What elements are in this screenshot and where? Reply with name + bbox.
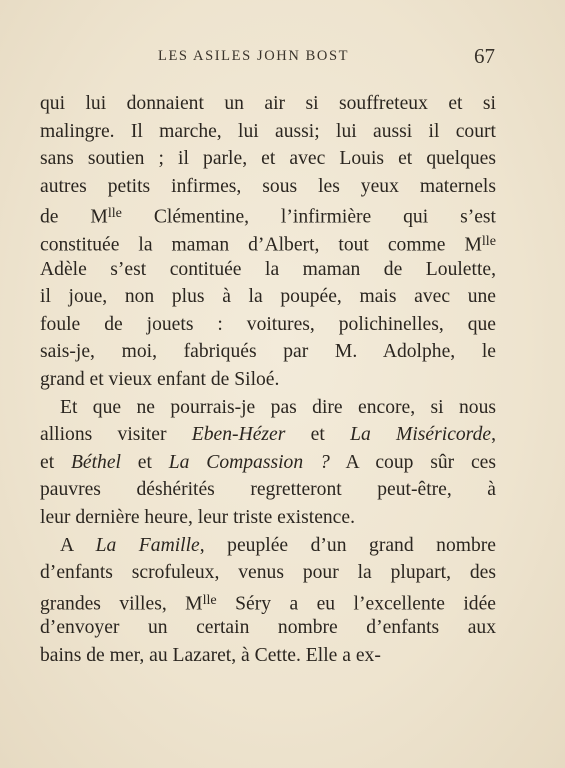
italic-title: La Compassion ? (168, 451, 330, 473)
text-line (40, 118, 496, 146)
text-run: d’envoyer un certain nombre d’enfants aux (40, 617, 496, 639)
text-run: bains de mer, au Lazaret, à Cette. Elle a ex- (40, 644, 381, 666)
text-line (40, 200, 496, 228)
text-run: Et que ne pourrais-je pas dire encore, si nous (60, 396, 496, 418)
text-run: d’enfants scrofuleux, venus pour la plupart, des (40, 562, 496, 584)
italic-title: La Miséricorde (350, 424, 492, 446)
text-line (40, 421, 496, 449)
text-line (40, 311, 496, 339)
text-run: qui lui donnaient un air si souffreteux et si (40, 93, 496, 114)
text-line (40, 476, 496, 504)
text-run: grandes villes, M (40, 593, 203, 615)
text-line (40, 145, 496, 173)
text-run: il joue, non plus à la poupée, mais avec une (40, 286, 496, 308)
text-run: pauvres déshérités regretteront peut-être, à (40, 479, 496, 501)
text-run: leur dernière heure, leur triste existence. (40, 506, 355, 528)
text-run: de M (40, 206, 108, 228)
page-header (0, 44, 565, 74)
superscript: lle (202, 591, 217, 608)
text-run: foule de jouets : voitures, polichinelles, que (40, 313, 496, 335)
text-run: grand et vieux enfant de Siloé. (40, 368, 280, 390)
text-run: Clémentine, l’infirmière qui s’est (121, 206, 496, 228)
text-run: allions visiter (40, 424, 192, 446)
text-run: autres petits infirmes, sous les yeux maternels (40, 175, 496, 197)
text-line (40, 449, 496, 477)
text-line (40, 366, 496, 394)
text-run: A coup sûr ces (329, 451, 497, 473)
text-run: Séry a eu l’excellente idée (216, 593, 496, 615)
text-run: et (121, 451, 169, 473)
text-run: , (491, 424, 496, 446)
text-line (40, 173, 496, 201)
text-line (40, 587, 496, 615)
running-head: LES ASILES JOHN BOST (158, 48, 350, 64)
text-run: sais-je, moi, fabriqués par M. Adolphe, le (40, 341, 496, 363)
text-run: sans soutien ; il parle, et avec Louis et quelques (40, 148, 496, 170)
text-line (40, 642, 496, 670)
page-number: 67 (474, 44, 495, 68)
superscript: lle (107, 205, 122, 222)
text-run: Adèle s’est contituée la maman de Loulette, (40, 258, 496, 280)
text-line (40, 338, 496, 366)
text-line (40, 90, 496, 118)
text-run: et (285, 424, 351, 446)
italic-title: Béthel (70, 451, 121, 473)
text-line (40, 228, 496, 256)
text-line (40, 614, 496, 642)
italic-title: Eben-Hézer (191, 424, 286, 446)
text-run: , peuplée d’un grand nombre (199, 534, 496, 556)
text-line (40, 256, 496, 284)
superscript: lle (481, 232, 496, 249)
text-line (40, 532, 496, 560)
text-run: A (60, 534, 96, 556)
text-line (40, 283, 496, 311)
text-line (40, 504, 496, 532)
text-run: malingre. Il marche, lui aussi; lui aussi il court (40, 120, 496, 142)
text-line (40, 394, 496, 422)
text-run: constituée la maman d’Albert, tout comme M (40, 234, 482, 256)
text-line (40, 559, 496, 587)
italic-title: La Famille (95, 534, 200, 556)
body-text (40, 90, 496, 669)
text-run: et (40, 451, 71, 473)
